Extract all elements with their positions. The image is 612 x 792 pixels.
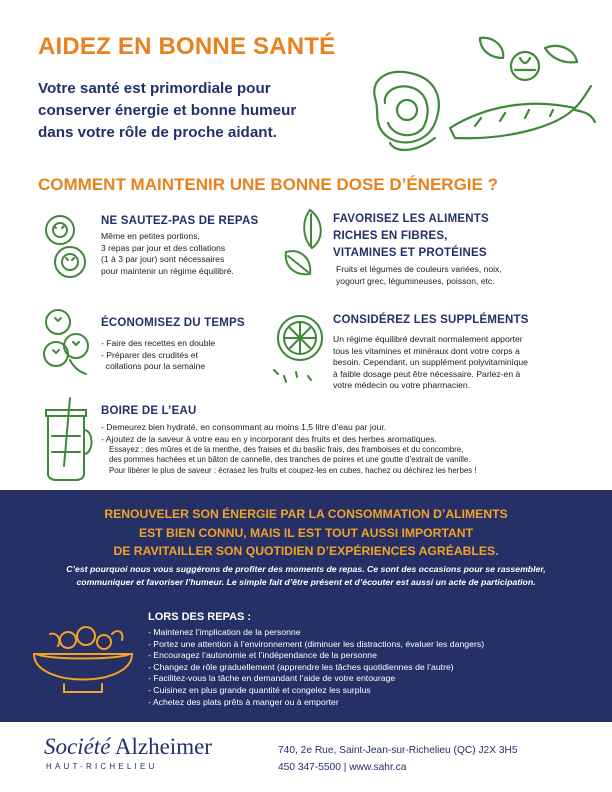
water-line: - Ajoutez de la saveur à votre eau en y incorporant des fruits et des herbes aromatiques. [101, 433, 437, 444]
band-heading-line: RENOUVELER SON ÉNERGIE PAR LA CONSOMMATION D’ALIMENTS [104, 507, 508, 521]
logo-word-societe: Société [44, 734, 111, 759]
supplements-text [333, 334, 528, 392]
intro-line: Votre santé est primordiale pour [38, 80, 271, 97]
time-line: - Faire des recettes en double [101, 338, 216, 348]
water-suggestion-line: des pommes hachées et un bâton de cannelle, des tranches de poires et une goutte d’extrait de vanille. [109, 455, 471, 465]
meals-line: pour maintenir un régime équilibré. [101, 265, 234, 276]
time-line: - Préparer des crudités et [101, 349, 198, 360]
water-line: - Demeurez bien hydraté, en consommant au moins 1,5 litre d’eau par jour. [101, 422, 387, 432]
supplements-line: besoin. Cependant, un supplément polyvitaminique [333, 357, 528, 367]
band-heading [0, 505, 612, 561]
logo-subtitle: HAUT-RICHELIEU [46, 762, 158, 771]
contact-block [278, 742, 518, 776]
fiber-heading [333, 211, 489, 262]
band-body [20, 563, 592, 588]
phone-website: 450 347-5500 | www.sahr.ca [278, 762, 407, 773]
fiber-line: yogourt grec, légumineuses, poisson, etc. [336, 275, 495, 286]
band-heading-line: EST BIEN CONNU, MAIS IL EST TOUT AUSSI IMPORTANT [138, 525, 474, 540]
cucumber-icon [40, 212, 95, 282]
fiber-heading-line: RICHES EN FIBRES, [333, 230, 448, 242]
water-suggestion-line: Pour libérer le plus de saveur : écrasez les fruits et coupez-les en cubes, hachez ou déchirez les herbes ! [109, 465, 477, 475]
meals-line: 3 repas par jour et des collations [101, 242, 226, 253]
intro-text [38, 78, 338, 144]
list-item: - Facilitez-vous la tâche en demandant l’aide de votre entourage [148, 673, 396, 684]
supplements-heading: CONSIDÉREZ LES SUPPLÉMENTS [333, 314, 529, 326]
supplements-line: à faible dosage peut être nécessaire. Parlez-en à [333, 368, 521, 379]
water-suggestion-line: Essayez : des mûres et de la menthe, des fraises et du basilic frais, des framboises et du concombre, [109, 445, 464, 454]
meals-line: Même en petites portions, [101, 231, 200, 241]
band-body-line: C’est pourquoi nous vous suggérons de profiter des moments de repas. Ce sont des occasions pour se rassembler, [66, 564, 546, 574]
page-title: AIDEZ EN BONNE SANTÉ [38, 33, 336, 60]
meals-heading: NE SAUTEZ-PAS DE REPAS [101, 215, 259, 227]
intro-line: dans votre rôle de proche aidant. [38, 124, 277, 141]
list-item: - Portez une attention à l’environnement (diminuer les distractions, évaluer les dangers) [148, 638, 485, 649]
fiber-line: Fruits et légumes de couleurs variées, noix, [336, 264, 502, 274]
section-subtitle: COMMENT MAINTENIR UNE BONNE DOSE D’ÉNERGIE ? [38, 175, 498, 194]
organization-logo [44, 734, 212, 760]
list-item: - Achetez des plats prêts à manger ou à emporter [148, 696, 339, 707]
list-item: - Changez de rôle graduellement (apprendre les tâches quotidiennes de l’autre) [148, 661, 454, 672]
supplements-line: votre médecin ou votre pharmacien. [333, 380, 471, 390]
leaves-icon [280, 208, 330, 288]
meals-tips-list [148, 627, 484, 708]
time-text [101, 338, 215, 373]
band-body-line: communiquer et favoriser l’humeur. Le simple fait d’être présent et d’écouter est aussi un acte de participation. [76, 576, 536, 587]
meals-line: (1 à 3 par jour) sont nécessaires [101, 254, 225, 264]
bowl-icon [28, 618, 138, 698]
fiber-heading-line: VITAMINES ET PROTÉINES [333, 247, 487, 259]
water-text [101, 422, 437, 445]
vegetables-illustration [355, 28, 595, 168]
list-item: - Cuisinez en plus grande quantité et congelez les surplus [148, 684, 371, 695]
supplements-line: Un régime équilibré devrait normalement apporter [333, 334, 523, 344]
intro-line: conserver énergie et bonne humeur [38, 102, 297, 119]
time-heading: ÉCONOMISEZ DU TEMPS [101, 317, 245, 329]
supplements-line: tous les vitamines et minéraux dont votre corps a [333, 345, 520, 356]
lemon-slice-icon [268, 310, 328, 390]
band-heading-line: DE RAVITAILLER SON QUOTIDIEN D’EXPÉRIENCES AGRÉABLES. [113, 544, 499, 558]
water-heading: BOIRE DE L’EAU [101, 405, 197, 417]
fiber-heading-line: FAVORISEZ LES ALIMENTS [333, 213, 489, 225]
list-item: - Encouragez l’autonomie et l’indépendance de la personne [148, 650, 377, 661]
water-suggestions [109, 445, 477, 476]
meals-text [101, 231, 234, 277]
time-line: collations pour la semaine [101, 361, 206, 371]
list-item: - Maintenez l’implication de la personne [148, 627, 301, 637]
logo-word-alzheimer: Alzheimer [114, 734, 212, 759]
address: 740, 2e Rue, Saint-Jean-sur-Richelieu (QC) J2X 3H5 [278, 745, 518, 756]
meals-tips-heading: LORS DES REPAS : [148, 611, 252, 623]
water-jar-icon [40, 396, 95, 481]
fiber-text [336, 264, 502, 287]
berries-icon [40, 306, 95, 381]
